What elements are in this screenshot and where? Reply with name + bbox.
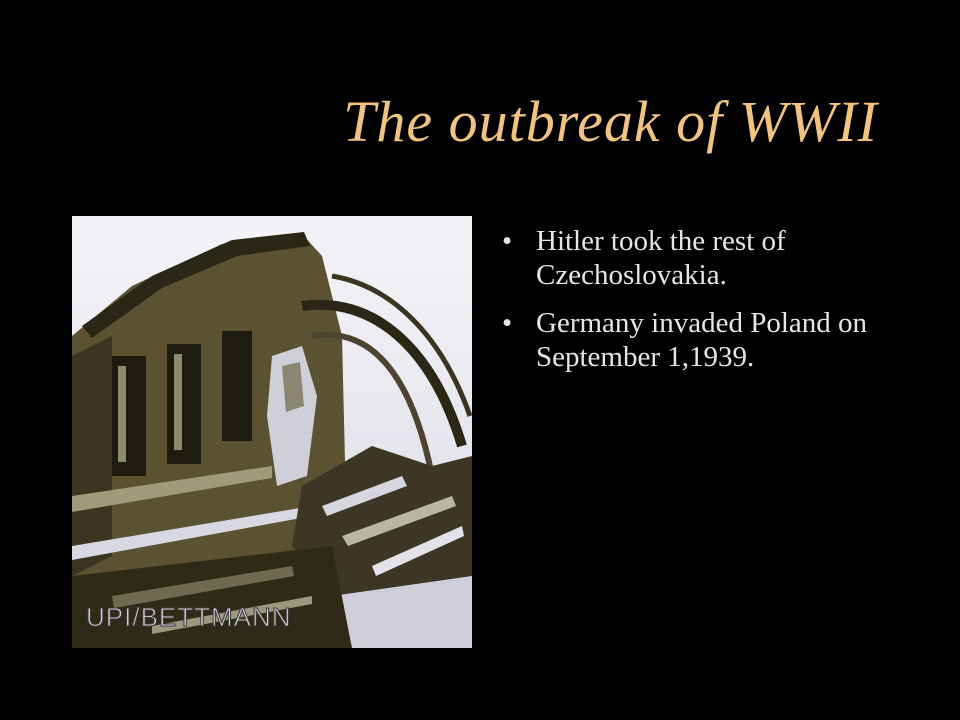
bullet-item: [500, 224, 900, 292]
bullet-text: Germany invaded Poland on September 1,1939.: [536, 307, 868, 373]
bullet-text: Hitler took the rest of Czechoslovakia.: [536, 225, 786, 291]
bullet-marker: •: [502, 307, 513, 339]
bullet-list: [500, 224, 900, 388]
photo-credit: UPI/BETTMANN: [86, 602, 292, 632]
wreckage-photo-graphic: [72, 216, 472, 648]
bullet-item: [500, 306, 900, 374]
wreckage-photo: [72, 216, 472, 648]
slide-title: The outbreak of WWII: [343, 89, 878, 154]
bullet-marker: •: [502, 225, 513, 257]
